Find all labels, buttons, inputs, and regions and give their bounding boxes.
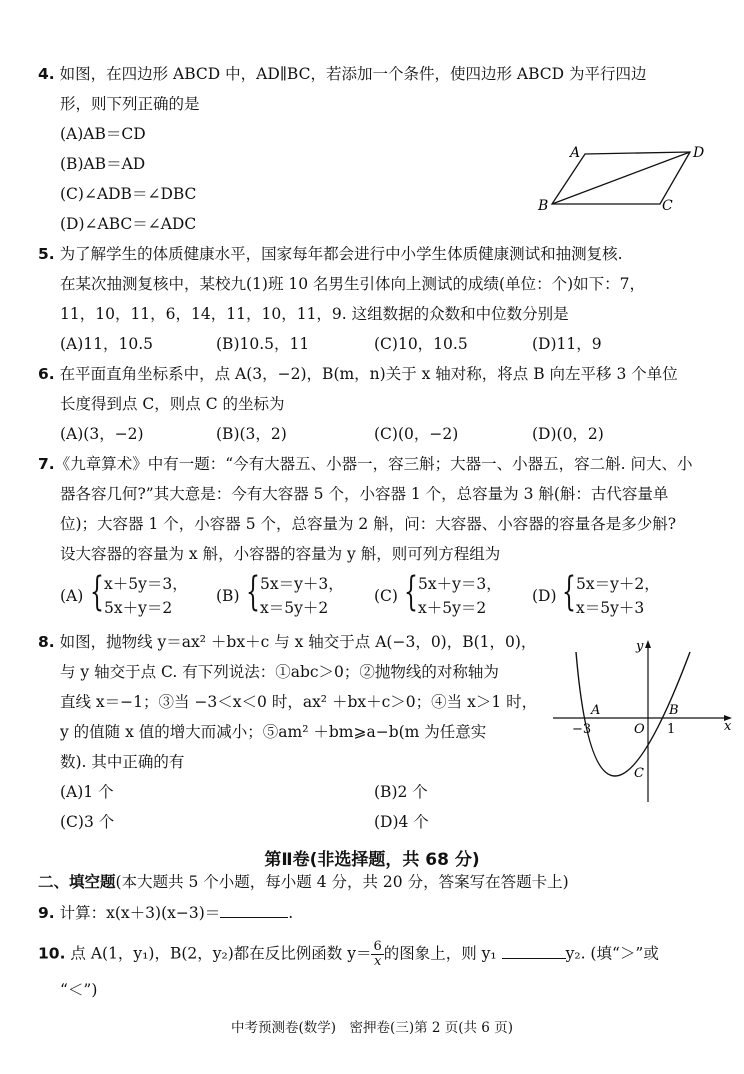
q9-number: 9. (38, 904, 55, 922)
q8-number: 8. (38, 633, 55, 651)
q7-option-c-eq2: x＋5y＝2 (418, 599, 487, 617)
q6-number: 6. (38, 365, 55, 383)
q8-label-o: O (634, 722, 645, 737)
q7-option-b-label: (B) (216, 587, 240, 605)
q10-answer-blank (502, 943, 566, 959)
q8-stem-line2: 与 y 轴交于点 C. 有下列说法：①abc＞0；②抛物线的对称轴为 (60, 663, 499, 681)
q8-label-y: y (636, 639, 644, 654)
q9-line (38, 902, 293, 923)
q7-option-c-eq1: 5x＋y＝3， (418, 575, 502, 593)
q4-number: 4. (38, 65, 55, 83)
q10-text-a: 点 A(1，y₁)，B(2，y₂)都在反比例函数 y＝ (70, 944, 372, 963)
q4-option-d: (D)∠ABC＝∠ADC (60, 215, 197, 233)
q4-label-d: D (693, 145, 705, 161)
q10-text-c: y₂. (填“＞”或 (565, 944, 659, 963)
q7-stem-line2: 器各容几何?”其大意是：今有大容器 5 个，小容器 1 个，总容量为 3 斛(斛：古代容量单 (60, 485, 669, 503)
q4-option-c: (C)∠ADB＝∠DBC (60, 185, 197, 203)
q7-stem-line1 (38, 454, 692, 474)
q7-option-b-brace: { (246, 569, 260, 615)
q9-text: 计算：x(x＋3)(x−3)＝ (59, 904, 221, 922)
q8-option-b: (B)2 个 (374, 783, 428, 801)
q6-option-c: (C)(0，−2) (374, 425, 459, 443)
q5-option-a: (A)11，10.5 (60, 335, 154, 353)
q4-option-a: (A)AB＝CD (60, 125, 146, 143)
q5-number: 5. (38, 245, 55, 263)
q7-option-c-label: (C) (374, 587, 398, 605)
q7-option-a-brace: { (90, 569, 104, 615)
q5-stem-line1 (38, 244, 623, 264)
q8-option-c: (C)3 个 (60, 813, 115, 831)
q7-option-b-eq1: 5x＝y＋3， (260, 575, 344, 593)
q9-answer-blank (220, 902, 288, 918)
q6-option-a: (A)(3，−2) (60, 425, 144, 443)
q4-stem-line2: 形，则下列正确的是 (60, 95, 200, 113)
q4-parallelogram-figure (530, 140, 710, 215)
q5-option-b: (B)10.5，11 (216, 335, 310, 353)
part2-heading-line (38, 872, 569, 892)
q6-stem-text1: 在平面直角坐标系中，点 A(3，−2)，B(m，n)关于 x 轴对称，将点 B 向左平移 3 个单位 (59, 365, 678, 383)
q8-option-d: (D)4 个 (374, 813, 429, 831)
q7-option-a-eq2: 5x＋y＝2 (104, 599, 173, 617)
q8-label-neg3: −3 (572, 722, 592, 737)
q10-frac-denominator: x (373, 954, 382, 969)
q7-option-a-eq1: x＋5y＝3， (104, 575, 188, 593)
q8-label-c: C (634, 766, 644, 781)
q7-option-b-eq2: x＝5y＋2 (260, 599, 329, 617)
q5-option-c: (C)10，10.5 (374, 335, 468, 353)
q6-stem-line1 (38, 364, 678, 384)
q4-label-b: B (538, 198, 549, 214)
q6-stem-line2: 长度得到点 C，则点 C 的坐标为 (60, 395, 285, 413)
q4-label-c: C (662, 198, 673, 214)
q8-label-x: x (724, 719, 732, 734)
q10-frac-numerator: 6 (373, 939, 382, 954)
q7-option-c-brace: { (404, 569, 418, 615)
q10-number: 10. (38, 944, 66, 963)
q6-option-d: (D)(0，2) (532, 425, 604, 443)
page-footer: 中考预测卷(数学) 密押卷(三)第 2 页(共 6 页) (231, 1020, 513, 1036)
q7-option-d-eq2: x＝5y＋3 (576, 599, 645, 617)
part2-note: (本大题共 5 个小题，每小题 4 分，共 20 分，答案写在答题卡上) (115, 873, 569, 891)
q8-label-b: B (669, 703, 679, 718)
q4-option-b: (B)AB＝AD (60, 155, 146, 173)
q7-option-d-brace: { (562, 569, 576, 615)
q5-stem-line2: 在某次抽测复核中，某校九(1)班 10 名男生引体向上测试的成绩(单位：个)如下：7， (60, 275, 645, 293)
q8-stem-text1: 如图，抛物线 y＝ax² ＋bx＋c 与 x 轴交于点 A(−3，0)，B(1，0)， (59, 633, 537, 651)
q10-text-b: 的图象上，则 y₁ (383, 944, 497, 963)
q8-stem-line5: 数). 其中正确的有 (60, 753, 185, 771)
q4-stem-text1: 如图，在四边形 ABCD 中，AD∥BC，若添加一个条件，使四边形 ABCD 为平行四边 (59, 65, 647, 83)
q8-label-one: 1 (667, 722, 676, 737)
q8-label-a: A (591, 703, 601, 718)
q4-stem-line1 (38, 64, 646, 84)
q8-stem-line3: 直线 x＝−1；③当 −3＜x＜0 时，ax² ＋bx＋c＞0；④当 x＞1 时， (60, 693, 538, 711)
q8-y-axis-arrow (645, 640, 651, 648)
q8-stem-line4: y 的值随 x 值的增大而减小；⑤am² ＋bm⩾a−b(m 为任意实 (60, 723, 487, 741)
q8-option-a: (A)1 个 (60, 783, 114, 801)
q10-line2: “＜”) (60, 981, 98, 999)
q7-option-d-label: (D) (532, 587, 557, 605)
q7-stem-line3: 位)；大容器 1 个，小容器 5 个，总容量为 2 斛，问：大容器、小容器的容量各是多少斛? (60, 515, 677, 533)
q8-parabola-figure (548, 632, 738, 807)
q7-stem-text1: 《九章算术》中有一题：“今有大器五、小器一，容三斛；大器一、小器五，容二斛. 问大、小 (54, 455, 693, 473)
q7-option-a-label: (A) (60, 587, 84, 605)
q10-fraction (371, 940, 383, 969)
q7-stem-line4: 设大容器的容量为 x 斛，小容器的容量为 y 斛，则可列方程组为 (60, 545, 501, 563)
q10-line1 (38, 940, 659, 969)
q7-option-d-eq1: 5x＝y＋2， (576, 575, 660, 593)
q6-option-b: (B)(3，2) (216, 425, 287, 443)
q8-stem-line1 (38, 632, 536, 652)
q5-option-d: (D)11，9 (532, 335, 602, 353)
q5-stem-text1: 为了解学生的体质健康水平，国家每年都会进行中小学生体质健康测试和抽测复核. (59, 245, 623, 263)
part2-heading: 二、填空题 (38, 873, 116, 891)
q9-end: . (288, 904, 294, 922)
section2-title: 第Ⅱ卷(非选择题，共 68 分) (264, 850, 480, 870)
q5-stem-line3: 11，10，11，6，14，11，10，11，9. 这组数据的众数和中位数分别是 (60, 305, 569, 323)
q4-label-a: A (570, 145, 581, 161)
q7-number: 7. (38, 455, 55, 473)
